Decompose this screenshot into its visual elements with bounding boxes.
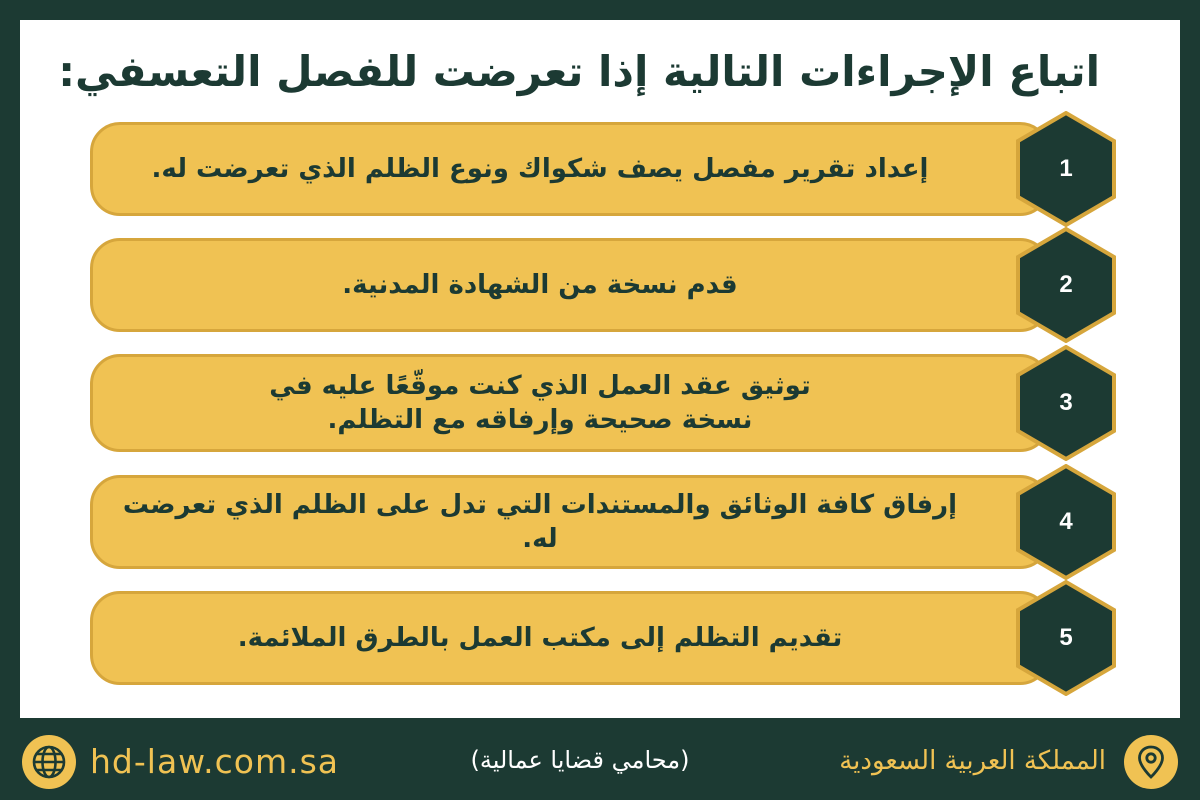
step-4-text: إرفاق كافة الوثائق والمستندات التي تدل على الظلم الذي تعرضت له. <box>122 490 958 554</box>
location-pin-icon <box>1124 735 1178 789</box>
step-5-card <box>90 591 1050 685</box>
step-1-text: إعداد تقرير مفصل يصف شكواك ونوع الظلم الذي تعرضت له. <box>151 154 929 184</box>
step-3-badge <box>1008 345 1124 461</box>
step-3-card <box>90 354 1050 452</box>
step-1-card <box>90 122 1050 216</box>
step-4-card <box>90 475 1050 569</box>
footer-tagline: (محامي قضايا عمالية) <box>470 746 690 774</box>
step-4-badge <box>1008 464 1124 580</box>
step-4-number: 4 <box>1059 508 1073 535</box>
step-2-number: 2 <box>1059 271 1073 298</box>
step-1-number: 1 <box>1059 155 1073 182</box>
step-2-text: قدم نسخة من الشهادة المدنية. <box>342 270 738 300</box>
step-5-number: 5 <box>1059 624 1073 651</box>
footer-country: المملكة العربية السعودية <box>839 746 1106 776</box>
globe-icon <box>22 735 76 789</box>
step-5-text: تقديم التظلم إلى مكتب العمل بالطرق الملائمة. <box>237 623 843 653</box>
step-2-badge <box>1008 227 1124 343</box>
step-1-badge <box>1008 111 1124 227</box>
page-title: اتباع الإجراءات التالية إذا تعرضت للفصل التعسفي: <box>58 47 1100 96</box>
step-3-number: 3 <box>1059 389 1073 416</box>
step-5-badge <box>1008 580 1124 696</box>
step-3-text: توثيق عقد العمل الذي كنت موقّعًا عليه في نسخة صحيحة وإرفاقه مع التظلم. <box>269 371 811 435</box>
footer-website-link[interactable]: hd-law.com.sa <box>90 742 339 781</box>
step-2-card <box>90 238 1050 332</box>
